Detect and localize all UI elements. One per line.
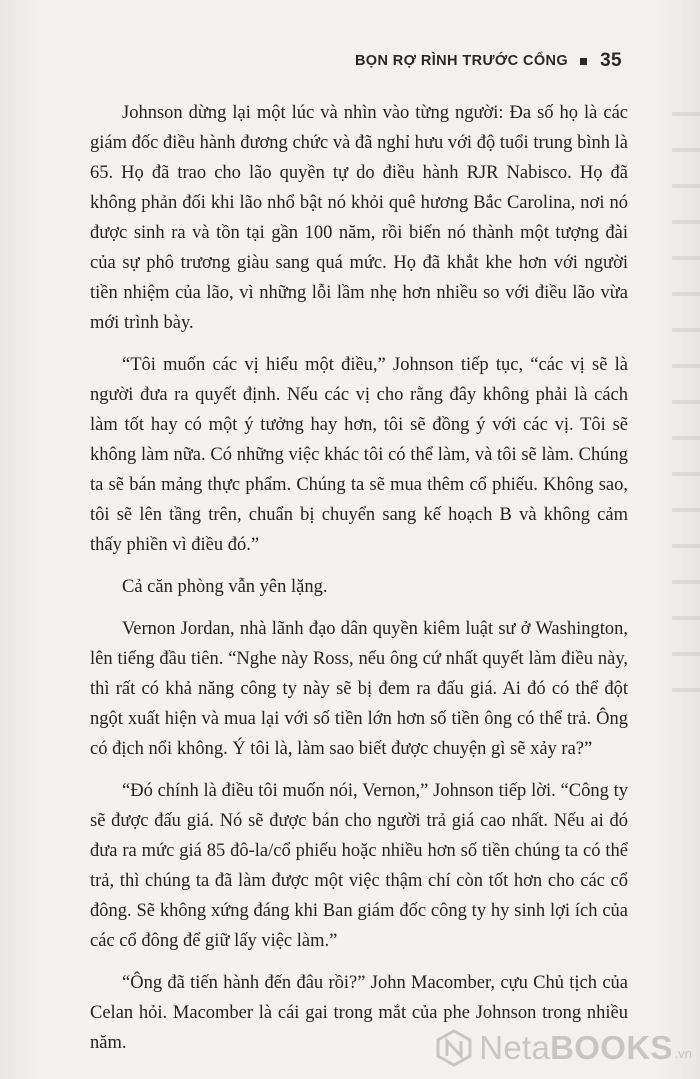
watermark-logo bbox=[435, 1029, 692, 1067]
running-header bbox=[355, 50, 622, 72]
watermark-brand bbox=[479, 1029, 672, 1067]
bleed-through-margin bbox=[672, 90, 700, 710]
watermark-brand-bold: BOOKS bbox=[550, 1029, 673, 1066]
paragraph: Cả căn phòng vẫn yên lặng. bbox=[122, 577, 328, 597]
netabooks-logo-icon bbox=[435, 1029, 473, 1067]
chapter-title: BỌN RỢ RÌNH TRƯỚC CỔNG bbox=[354, 53, 569, 69]
paragraph: Vernon Jordan, nhà lãnh đạo dân quyền kiêm luật sư ở Washington, lên tiếng đầu tiên. “Nghe này Ross, nếu ông cứ nhất quyết làm điều này, thì rất có khả năng công ty này sẽ bị đem ra đấu giá. Ai đó có thể đột ngột xuất hiện và mua lại với số tiền lớn hơn số tiền ông có thể trả. Ông có địch nổi không. Ý tôi là, làm sao biết được chuyện gì sẽ xảy ra?” bbox=[90, 619, 628, 759]
watermark-suffix: .vn bbox=[674, 1046, 692, 1061]
body-text bbox=[90, 98, 628, 1058]
paragraph: “Ông đã tiến hành đến đâu rồi?” John Macomber, cựu Chủ tịch của Celan hỏi. Macomber là cái gai trong mắt của phe Johnson trong nhiều năm. bbox=[90, 973, 628, 1053]
paragraph: Johnson dừng lại một lúc và nhìn vào từng người: Đa số họ là các giám đốc điều hành đương chức và đã nghỉ hưu với độ tuổi trung bình là 65. Họ đã trao cho lão quyền tự do điều hành RJR Nabisco. Họ đã không phản đối khi lão nhổ bật nó khỏi quê hương Bắc Carolina, nơi nó được sinh ra và tồn tại gần 100 năm, rồi biến nó thành một tượng đài của sự phô trương giàu sang quá mức. Họ đã khắt khe hơn với người tiền nhiệm của lão, vì những lỗi lầm nhẹ hơn nhiều so với điều lão vừa mới trình bày. bbox=[90, 103, 628, 333]
paragraph: “Đó chính là điều tôi muốn nói, Vernon,” Johnson tiếp lời. “Công ty sẽ được đấu giá. Nó sẽ được bán cho người trả giá cao nhất. Nếu ai đó đưa ra mức giá 85 đô-la/cổ phiếu hoặc nhiều hơn số tiền chúng ta có thể trả, thì chúng ta đã làm được một việc thậm chí còn tốt hơn cho các cổ đông. Sẽ không xứng đáng khi Ban giám đốc công ty hy sinh lợi ích của các cổ đông để giữ lấy việc làm.” bbox=[90, 781, 628, 951]
square-bullet-icon bbox=[580, 58, 587, 65]
page-number: 35 bbox=[600, 50, 622, 71]
watermark-brand-regular: Neta bbox=[479, 1029, 551, 1066]
paragraph: “Tôi muốn các vị hiểu một điều,” Johnson tiếp tục, “các vị sẽ là người đưa ra quyết định. Nếu các vị cho rằng đây không phải là cách làm tốt hay có một ý tưởng hay hơn, tôi sẽ đồng ý với các vị. Tôi sẽ không làm nữa. Có những việc khác tôi có thể làm, và tôi sẽ làm. Chúng ta sẽ bán mảng thực phẩm. Chúng ta sẽ mua thêm cổ phiếu. Không sao, tôi sẽ lên tầng trên, chuẩn bị chuyển sang kế hoạch B và không cảm thấy phiền vì điều đó.” bbox=[90, 355, 628, 555]
